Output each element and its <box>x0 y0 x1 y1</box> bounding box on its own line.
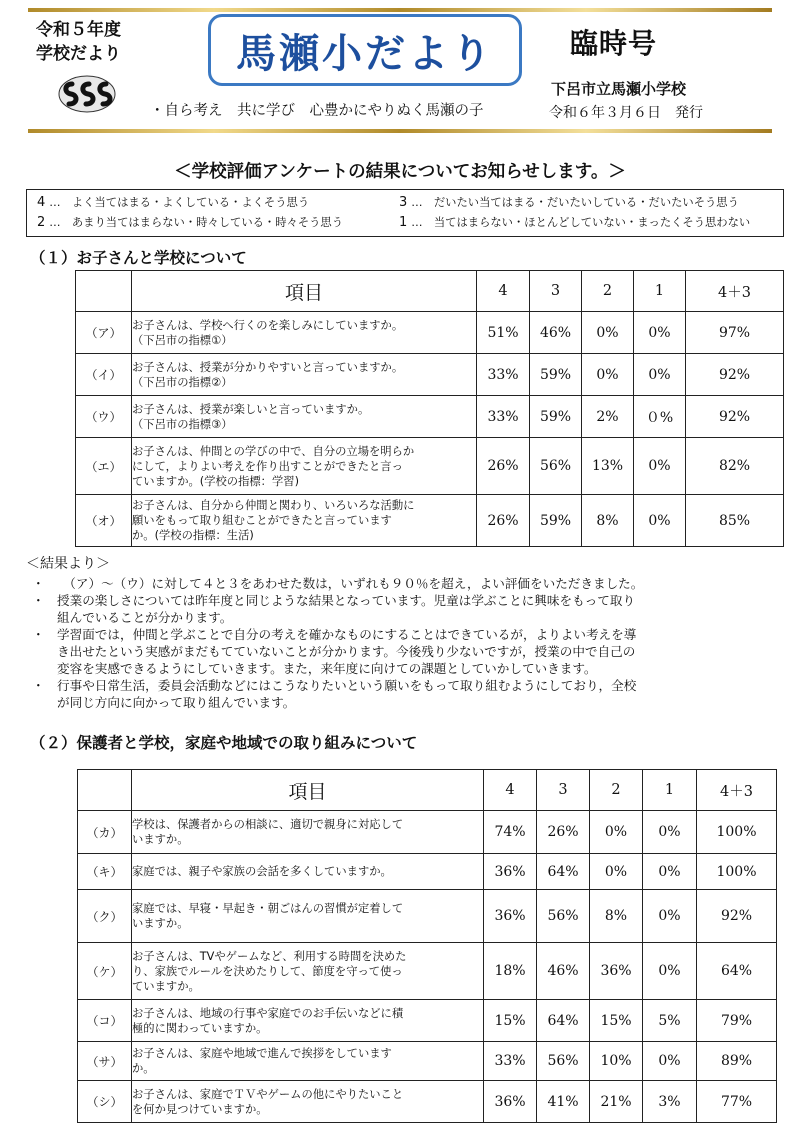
result-item <box>26 592 786 626</box>
question-line: 家庭では、早寝・早起き・朝ごはんの習慣が定着して <box>132 902 404 915</box>
question-line: お子さんは、学校へ行くのを楽しみにしていますか。 <box>132 318 404 332</box>
row-code: （ア） <box>76 312 132 354</box>
header-rating: 1 <box>643 770 697 811</box>
percent-v1: 0% <box>634 495 686 547</box>
bullet-icon: ・ <box>32 678 45 693</box>
header-rating: 4 <box>477 271 530 312</box>
question-line: か。(学校の指標：生活) <box>132 529 254 542</box>
row-code: （エ） <box>76 438 132 495</box>
row-question <box>132 396 477 438</box>
legend-item-1 <box>399 214 750 230</box>
issue-date: 令和６年３月６日 発行 <box>549 105 703 121</box>
question-line: ていますか。 <box>132 979 200 993</box>
result-line: （ア）～（ウ）に対して４と３をあわせた数は，いずれも９０％を超え，よい評価をいただきました。 <box>57 576 644 591</box>
question-line: いますか。 <box>132 833 189 846</box>
survey-table-parents <box>77 769 777 1123</box>
percent-v1: 0% <box>643 890 697 943</box>
row-code: （ケ） <box>78 943 132 1000</box>
percent-v1: ０% <box>634 396 686 438</box>
percent-v4: 74% <box>484 811 537 854</box>
row-code: （イ） <box>76 354 132 396</box>
percent-v4: 36% <box>484 890 537 943</box>
header-item: 項目 <box>132 770 484 811</box>
bullet-icon: ・ <box>32 576 45 591</box>
percent-v3: 46% <box>537 943 590 1000</box>
percent-v3: 59% <box>530 495 582 547</box>
result-item <box>26 575 786 592</box>
question-line: 学校は、保護者からの相談に、適切で親身に対応して <box>132 818 404 831</box>
result-line: 授業の楽しさについては昨年度と同じような結果となっています。児童は学ぶことに興味をもって取り <box>57 593 636 608</box>
percent-v4: 33% <box>477 354 530 396</box>
question-line: り、家族でルールを決めたりして、節度を守って使っ <box>132 964 403 978</box>
row-code: （シ） <box>78 1081 132 1123</box>
row-question <box>132 495 477 547</box>
percent-v2: 21% <box>590 1081 643 1123</box>
percent-v3: 26% <box>537 811 590 854</box>
row-question <box>132 354 477 396</box>
row-code: （キ） <box>78 854 132 890</box>
table-row <box>78 811 777 854</box>
percent-v1: 0% <box>634 312 686 354</box>
percent-v2: 8% <box>582 495 634 547</box>
table-row <box>78 1042 777 1081</box>
survey-table-children <box>75 270 784 547</box>
question-line: お子さんは、地域の行事や家庭でのお手伝いなどに積 <box>132 1006 404 1020</box>
percent-v43: 64% <box>697 943 777 1000</box>
question-line: お子さんは、TVやゲームなど、利用する時間を決めた <box>132 949 407 963</box>
legend-num: 4 <box>37 195 46 210</box>
percent-v1: 3% <box>643 1081 697 1123</box>
question-line: お子さんは、授業が分かりやすいと言っていますか。 <box>132 360 404 374</box>
question-line: にして，よりよい考えを作り出すことができたと言っ <box>132 459 403 473</box>
legend-item-3 <box>399 194 739 210</box>
percent-v1: 5% <box>643 1000 697 1042</box>
percent-v43: 100% <box>697 811 777 854</box>
percent-v3: 41% <box>537 1081 590 1123</box>
question-line: お子さんは、家庭でＴＶやゲームの他にやりたいこと <box>132 1087 404 1101</box>
header-code-cell <box>76 271 132 312</box>
table-header-row <box>78 770 777 811</box>
percent-v2: 0% <box>582 354 634 396</box>
percent-v2: 36% <box>590 943 643 1000</box>
question-line: （下呂市の指標③） <box>132 417 233 431</box>
table-row <box>78 1081 777 1123</box>
bullet-icon: ・ <box>32 627 45 642</box>
question-line: （下呂市の指標②） <box>132 375 233 389</box>
row-code: （ウ） <box>76 396 132 438</box>
legend-num: 2 <box>37 215 46 230</box>
section-2-title: （２）保護者と学校，家庭や地域での取り組みについて <box>30 734 418 752</box>
legend-num: 1 <box>399 215 408 230</box>
row-question <box>132 1000 484 1042</box>
table-row <box>78 943 777 1000</box>
row-question <box>132 854 484 890</box>
percent-v4: 15% <box>484 1000 537 1042</box>
row-question <box>132 890 484 943</box>
percent-v3: 56% <box>537 1042 590 1081</box>
question-line: を何か見つけていますか。 <box>132 1102 268 1116</box>
header-rating: 4＋3 <box>686 271 784 312</box>
row-code: （コ） <box>78 1000 132 1042</box>
percent-v2: 10% <box>590 1042 643 1081</box>
percent-v4: 36% <box>484 1081 537 1123</box>
percent-v3: 46% <box>530 312 582 354</box>
year-line-2: 学校だより <box>36 44 121 64</box>
header-rating: 2 <box>582 271 634 312</box>
header-rating: 1 <box>634 271 686 312</box>
question-line: か。 <box>132 1062 155 1075</box>
question-line: お子さんは、家庭や地域で進んで挨拶をしています <box>132 1047 392 1060</box>
percent-v2: 13% <box>582 438 634 495</box>
year-badge <box>36 18 121 66</box>
percent-v43: 82% <box>686 438 784 495</box>
percent-v43: 89% <box>697 1042 777 1081</box>
results-list <box>26 575 786 711</box>
table-row <box>76 396 784 438</box>
row-question <box>132 1081 484 1123</box>
percent-v1: 0% <box>643 811 697 854</box>
row-code: （ク） <box>78 890 132 943</box>
row-question <box>132 943 484 1000</box>
percent-v43: 92% <box>686 396 784 438</box>
percent-v3: 56% <box>537 890 590 943</box>
percent-v4: 33% <box>484 1042 537 1081</box>
question-line: お子さんは、授業が楽しいと言っていますか。 <box>132 402 370 416</box>
page-heading: ＜学校評価アンケートの結果についてお知らせします。＞ <box>174 162 626 182</box>
row-question <box>132 438 477 495</box>
percent-v3: 59% <box>530 396 582 438</box>
school-motto: ・自ら考え 共に学び 心豊かにやりぬく馬瀬の子 <box>150 103 484 119</box>
percent-v3: 56% <box>530 438 582 495</box>
question-line: いますか。 <box>132 917 189 930</box>
row-code: （サ） <box>78 1042 132 1081</box>
header-rating: 4 <box>484 770 537 811</box>
percent-v43: 97% <box>686 312 784 354</box>
legend-num: 3 <box>399 195 408 210</box>
percent-v2: 0% <box>590 854 643 890</box>
table-header-row <box>76 271 784 312</box>
row-code: （カ） <box>78 811 132 854</box>
row-question <box>132 1042 484 1081</box>
percent-v3: 64% <box>537 1000 590 1042</box>
legend-item-4 <box>37 194 309 210</box>
question-line: 家庭では、親子や家族の会話を多くしていますか。 <box>132 865 392 878</box>
table-row <box>76 438 784 495</box>
percent-v2: 0% <box>590 811 643 854</box>
legend-item-2 <box>37 214 343 230</box>
table-row <box>76 312 784 354</box>
gold-border-bottom <box>28 129 772 133</box>
header-code-cell <box>78 770 132 811</box>
header-rating: 3 <box>537 770 590 811</box>
school-name: 下呂市立馬瀬小学校 <box>551 80 687 98</box>
rating-legend <box>26 189 784 237</box>
table-row <box>78 890 777 943</box>
row-question <box>132 811 484 854</box>
percent-v2: 15% <box>590 1000 643 1042</box>
header-rating: 2 <box>590 770 643 811</box>
percent-v4: 33% <box>477 396 530 438</box>
legend-text: … 当てはまらない・ほとんどしていない・まったくそう思わない <box>411 216 751 229</box>
percent-v43: 100% <box>697 854 777 890</box>
percent-v3: 59% <box>530 354 582 396</box>
percent-v1: 0% <box>634 438 686 495</box>
question-line: お子さんは、仲間との学びの中で、自分の立場を明らか <box>132 444 415 458</box>
percent-v1: 0% <box>643 1042 697 1081</box>
result-item <box>26 677 786 711</box>
percent-v4: 26% <box>477 438 530 495</box>
percent-v2: 0% <box>582 312 634 354</box>
result-line: 組んでいることが分かります。 <box>57 610 233 625</box>
table-row <box>78 854 777 890</box>
result-line: が同じ方向に向かって取り組んでいます。 <box>57 695 296 710</box>
row-question <box>132 312 477 354</box>
table-row <box>78 1000 777 1042</box>
gold-border-top <box>28 8 772 12</box>
question-line: （下呂市の指標①） <box>132 333 233 347</box>
result-item <box>26 626 786 677</box>
header-rating: 3 <box>530 271 582 312</box>
percent-v4: 36% <box>484 854 537 890</box>
percent-v1: 0% <box>643 854 697 890</box>
legend-text: … よく当てはまる・よくしている・よくそう思う <box>49 196 310 209</box>
percent-v4: 26% <box>477 495 530 547</box>
section-1-title: （１）お子さんと学校について <box>30 249 247 267</box>
year-line-1: 令和５年度 <box>36 20 121 40</box>
newsletter-title: 馬瀬小だより <box>208 14 522 86</box>
question-line: 極的に関わっていますか。 <box>132 1021 268 1035</box>
results-label: ＜結果より＞ <box>26 556 110 572</box>
question-line: お子さんは、自分から仲間と関わり、いろいろな活動に <box>132 499 415 512</box>
percent-v4: 51% <box>477 312 530 354</box>
bullet-icon: ・ <box>32 593 45 608</box>
result-line: 変容を実感できるようにしていきます。また，来年度に向けての課題としていかしていきます。 <box>57 661 597 676</box>
table-row <box>76 495 784 547</box>
issue-type: 臨時号 <box>570 27 658 60</box>
legend-text: … あまり当てはまらない・時々している・時々そう思う <box>49 216 344 229</box>
percent-v43: 92% <box>697 890 777 943</box>
question-line: 願いをもって取り組むことができたと言っています <box>132 514 392 527</box>
percent-v1: 0% <box>634 354 686 396</box>
row-code: （オ） <box>76 495 132 547</box>
legend-text: … だいたい当てはまる・だいたいしている・だいたいそう思う <box>411 196 739 209</box>
percent-v43: 85% <box>686 495 784 547</box>
school-emblem-icon <box>58 74 116 114</box>
header-rating: 4＋3 <box>697 770 777 811</box>
result-line: き出せたという実感がまだもてていないことが分かります。今後残り少ないですが，授業の中で自己の <box>57 644 636 659</box>
header-item: 項目 <box>132 271 477 312</box>
question-line: ていますか。(学校の指標：学習) <box>132 474 299 488</box>
percent-v2: 8% <box>590 890 643 943</box>
percent-v43: 92% <box>686 354 784 396</box>
percent-v43: 77% <box>697 1081 777 1123</box>
percent-v3: 64% <box>537 854 590 890</box>
percent-v43: 79% <box>697 1000 777 1042</box>
result-line: 行事や日常生活，委員会活動などにはこうなりたいという願いをもって取り組むようにしており，全校 <box>57 678 637 693</box>
result-line: 学習面では，仲間と学ぶことで自分の考えを確かなものにすることはできているが，よりよい考えを導 <box>57 627 637 642</box>
percent-v2: 2% <box>582 396 634 438</box>
percent-v1: 0% <box>643 943 697 1000</box>
percent-v4: 18% <box>484 943 537 1000</box>
table-row <box>76 354 784 396</box>
